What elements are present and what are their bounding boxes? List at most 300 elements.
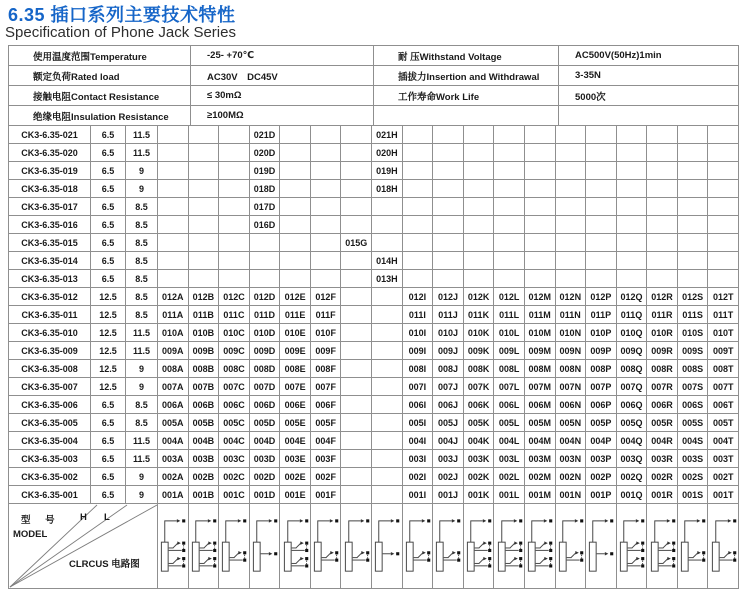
code-cell: [311, 162, 342, 180]
code-cell: 007A: [158, 378, 189, 396]
code-cell: [525, 252, 556, 270]
code-cell: [525, 234, 556, 252]
circuit-diagram-e-icon: [280, 504, 311, 589]
code-cell: [403, 144, 434, 162]
spec-table: [9, 46, 739, 126]
code-cell: 002D: [250, 468, 281, 486]
code-cell: [341, 252, 372, 270]
code-cell: 007Q: [617, 378, 648, 396]
code-cell: [617, 270, 648, 288]
code-cell: 010I: [403, 324, 434, 342]
code-cell: 008J: [433, 360, 464, 378]
dimension-h-cell: 6.5: [91, 234, 126, 252]
dimension-h-cell: 12.5: [91, 324, 126, 342]
code-cell: 015G: [341, 234, 372, 252]
table-row: [9, 198, 739, 216]
dimension-l-cell: 9: [126, 360, 158, 378]
code-cell: [372, 306, 403, 324]
code-cell: 007E: [280, 378, 311, 396]
code-cell: [280, 180, 311, 198]
table-row: [9, 342, 739, 360]
code-cell: [372, 360, 403, 378]
circuit-diagram-n-icon: [556, 504, 587, 589]
code-cell: [586, 180, 617, 198]
code-cell: 006T: [708, 396, 739, 414]
code-cell: [311, 126, 342, 144]
code-cell: [158, 270, 189, 288]
code-cell: 004C: [219, 432, 250, 450]
code-cell: [708, 162, 739, 180]
code-cell: [158, 234, 189, 252]
dimension-h-cell: 6.5: [91, 486, 126, 504]
code-cell: [525, 144, 556, 162]
code-cell: 011E: [280, 306, 311, 324]
code-cell: [678, 234, 709, 252]
dimension-l-cell: 9: [126, 162, 158, 180]
code-cell: 001S: [678, 486, 709, 504]
code-cell: 011I: [403, 306, 434, 324]
spec-rated-load-value: AC30V DC45V: [191, 66, 374, 86]
code-cell: [433, 180, 464, 198]
code-cell: 001I: [403, 486, 434, 504]
code-cell: [464, 162, 495, 180]
model-cell: CK3-6.35-015: [9, 234, 91, 252]
code-cell: 001R: [647, 486, 678, 504]
model-cell: CK3-6.35-020: [9, 144, 91, 162]
model-cell: CK3-6.35-012: [9, 288, 91, 306]
code-cell: 001N: [556, 486, 587, 504]
code-cell: 001D: [250, 486, 281, 504]
dimension-l-cell: 8.5: [126, 306, 158, 324]
code-cell: [556, 180, 587, 198]
code-cell: [280, 126, 311, 144]
code-cell: 007L: [494, 378, 525, 396]
code-cell: 007C: [219, 378, 250, 396]
table-row: [9, 360, 739, 378]
model-cell: CK3-6.35-004: [9, 432, 91, 450]
code-cell: 009D: [250, 342, 281, 360]
code-cell: 009E: [280, 342, 311, 360]
table-row: [9, 216, 739, 234]
code-cell: 010P: [586, 324, 617, 342]
dimension-l-cell: 8.5: [126, 396, 158, 414]
code-cell: [617, 198, 648, 216]
code-cell: 009A: [158, 342, 189, 360]
code-cell: 009Q: [617, 342, 648, 360]
code-cell: 011J: [433, 306, 464, 324]
code-cell: [341, 198, 372, 216]
circuit-diagram-label: CLRCUS 电路图: [69, 559, 140, 570]
code-cell: [617, 162, 648, 180]
code-cell: [341, 414, 372, 432]
code-cell: 001M: [525, 486, 556, 504]
code-cell: [189, 126, 220, 144]
dimension-l-cell: 11.5: [126, 144, 158, 162]
code-cell: 011D: [250, 306, 281, 324]
code-cell: 012J: [433, 288, 464, 306]
code-cell: [525, 162, 556, 180]
code-cell: 008D: [250, 360, 281, 378]
code-cell: [341, 396, 372, 414]
code-cell: [647, 144, 678, 162]
code-cell: [464, 216, 495, 234]
circuit-row: [9, 504, 739, 589]
code-cell: [311, 216, 342, 234]
code-cell: 003F: [311, 450, 342, 468]
code-cell: [586, 162, 617, 180]
code-cell: 006L: [494, 396, 525, 414]
code-cell: 009I: [403, 342, 434, 360]
spec-insertion-withdrawal-value: 3-35N: [559, 66, 739, 86]
code-cell: [372, 468, 403, 486]
code-cell: [678, 180, 709, 198]
code-cell: [311, 252, 342, 270]
circuit-diagram-g-icon: [341, 504, 372, 589]
circuit-diagram-i-icon: [403, 504, 434, 589]
model-cell: CK3-6.35-008: [9, 360, 91, 378]
code-cell: [372, 414, 403, 432]
code-cell: 006B: [189, 396, 220, 414]
spec-insertion-withdrawal-label: 插拔力Insertion and Withdrawal: [374, 66, 559, 86]
dimension-h-cell: 6.5: [91, 396, 126, 414]
table-row: [9, 324, 739, 342]
code-cell: 012Q: [617, 288, 648, 306]
code-cell: 007K: [464, 378, 495, 396]
code-cell: 002M: [525, 468, 556, 486]
code-cell: 002L: [494, 468, 525, 486]
circuit-diagram-c-icon: [219, 504, 250, 589]
code-cell: 011M: [525, 306, 556, 324]
code-cell: [586, 216, 617, 234]
code-cell: 004L: [494, 432, 525, 450]
code-cell: [678, 252, 709, 270]
table-row: [9, 252, 739, 270]
code-cell: 017D: [250, 198, 281, 216]
code-cell: 006A: [158, 396, 189, 414]
code-cell: [250, 270, 281, 288]
table-row: [9, 180, 739, 198]
code-cell: 018D: [250, 180, 281, 198]
code-cell: 003I: [403, 450, 434, 468]
code-cell: [311, 180, 342, 198]
matrix-body: [9, 126, 739, 504]
code-cell: 010Q: [617, 324, 648, 342]
code-cell: 011P: [586, 306, 617, 324]
spec-rated-load-label: 额定负荷Rated load: [9, 66, 191, 86]
code-cell: 011T: [708, 306, 739, 324]
code-cell: [525, 198, 556, 216]
code-cell: [372, 450, 403, 468]
code-cell: 010C: [219, 324, 250, 342]
code-cell: 010R: [647, 324, 678, 342]
code-cell: [341, 324, 372, 342]
code-cell: 001Q: [617, 486, 648, 504]
code-cell: 009B: [189, 342, 220, 360]
code-cell: 010F: [311, 324, 342, 342]
code-cell: [433, 144, 464, 162]
code-cell: [494, 180, 525, 198]
code-cell: 009R: [647, 342, 678, 360]
code-cell: 012K: [464, 288, 495, 306]
code-cell: [433, 270, 464, 288]
code-cell: [525, 270, 556, 288]
code-cell: [219, 270, 250, 288]
code-cell: 001F: [311, 486, 342, 504]
code-cell: 008A: [158, 360, 189, 378]
code-cell: [617, 234, 648, 252]
code-cell: [464, 234, 495, 252]
code-cell: [189, 180, 220, 198]
code-cell: 004F: [311, 432, 342, 450]
code-cell: [678, 144, 709, 162]
circuit-diagram-j-icon: [433, 504, 464, 589]
code-cell: [280, 162, 311, 180]
code-cell: [403, 270, 434, 288]
dimension-h-cell: 6.5: [91, 270, 126, 288]
code-cell: [678, 270, 709, 288]
code-cell: 009J: [433, 342, 464, 360]
code-cell: [372, 396, 403, 414]
code-cell: 012M: [525, 288, 556, 306]
code-cell: 019D: [250, 162, 281, 180]
circuit-diagram-s-icon: [678, 504, 709, 589]
code-cell: [158, 180, 189, 198]
code-cell: 012N: [556, 288, 587, 306]
model-cell: CK3-6.35-003: [9, 450, 91, 468]
code-cell: [219, 234, 250, 252]
code-cell: [250, 252, 281, 270]
code-cell: 009C: [219, 342, 250, 360]
code-cell: 002B: [189, 468, 220, 486]
code-cell: [219, 162, 250, 180]
spec-work-life-value: 5000次: [559, 86, 739, 106]
model-cell: CK3-6.35-019: [9, 162, 91, 180]
code-cell: 006R: [647, 396, 678, 414]
spec-withstand-voltage-value: AC500V(50Hz)1min: [559, 46, 739, 66]
dimension-l-cell: 8.5: [126, 414, 158, 432]
dimension-l-cell: 9: [126, 486, 158, 504]
code-cell: [280, 252, 311, 270]
code-cell: [647, 180, 678, 198]
dimension-h-cell: 6.5: [91, 216, 126, 234]
code-cell: 006N: [556, 396, 587, 414]
code-cell: [158, 252, 189, 270]
spec-insulation-resistance-value: ≥100MΩ: [191, 106, 374, 126]
code-cell: [403, 252, 434, 270]
spec-contact-resistance-label: 接触电阻Contact Resistance: [9, 86, 191, 106]
code-cell: 001A: [158, 486, 189, 504]
code-cell: 012I: [403, 288, 434, 306]
code-cell: 007M: [525, 378, 556, 396]
model-label-en: MODEL: [13, 529, 48, 540]
code-cell: 004E: [280, 432, 311, 450]
code-cell: 003L: [494, 450, 525, 468]
code-cell: [494, 198, 525, 216]
code-cell: 011F: [311, 306, 342, 324]
code-cell: 006E: [280, 396, 311, 414]
code-cell: [494, 252, 525, 270]
code-cell: 007J: [433, 378, 464, 396]
table-row: [9, 450, 739, 468]
code-cell: 001J: [433, 486, 464, 504]
code-cell: 004S: [678, 432, 709, 450]
code-cell: 008N: [556, 360, 587, 378]
code-cell: [280, 198, 311, 216]
code-cell: 011L: [494, 306, 525, 324]
code-cell: 009T: [708, 342, 739, 360]
code-cell: 009N: [556, 342, 587, 360]
code-cell: [403, 180, 434, 198]
code-cell: [341, 342, 372, 360]
code-cell: [311, 270, 342, 288]
code-cell: [372, 378, 403, 396]
dimension-h-cell: 6.5: [91, 126, 126, 144]
code-cell: 010E: [280, 324, 311, 342]
code-cell: 006F: [311, 396, 342, 414]
code-cell: [341, 180, 372, 198]
code-cell: 008C: [219, 360, 250, 378]
code-cell: 009S: [678, 342, 709, 360]
code-cell: 002T: [708, 468, 739, 486]
code-cell: [341, 216, 372, 234]
code-cell: [219, 180, 250, 198]
code-cell: 012A: [158, 288, 189, 306]
code-cell: 007P: [586, 378, 617, 396]
code-cell: 002R: [647, 468, 678, 486]
code-cell: [341, 468, 372, 486]
code-cell: 010N: [556, 324, 587, 342]
code-cell: 007T: [708, 378, 739, 396]
code-cell: [464, 252, 495, 270]
code-cell: 003E: [280, 450, 311, 468]
code-cell: 005M: [525, 414, 556, 432]
code-cell: [372, 288, 403, 306]
code-cell: 011B: [189, 306, 220, 324]
code-cell: 005B: [189, 414, 220, 432]
spec-empty-label: [374, 106, 559, 126]
dimension-l-cell: 9: [126, 468, 158, 486]
circuit-diagram-p-icon: [586, 504, 617, 589]
code-cell: [678, 162, 709, 180]
code-cell: [403, 234, 434, 252]
code-cell: [433, 162, 464, 180]
code-cell: 005K: [464, 414, 495, 432]
code-cell: 011C: [219, 306, 250, 324]
code-cell: 005N: [556, 414, 587, 432]
code-cell: [341, 450, 372, 468]
code-cell: 003R: [647, 450, 678, 468]
circuit-diagram-a-icon: [158, 504, 189, 589]
code-cell: [219, 144, 250, 162]
code-cell: [708, 252, 739, 270]
dimension-h-cell: 6.5: [91, 198, 126, 216]
code-cell: 002C: [219, 468, 250, 486]
code-cell: [647, 198, 678, 216]
code-cell: 010T: [708, 324, 739, 342]
dimension-h-cell: 6.5: [91, 162, 126, 180]
code-cell: 008F: [311, 360, 342, 378]
code-cell: [525, 126, 556, 144]
code-cell: [158, 198, 189, 216]
table-row: [9, 486, 739, 504]
code-cell: 009M: [525, 342, 556, 360]
code-cell: [586, 144, 617, 162]
code-cell: 005E: [280, 414, 311, 432]
code-cell: 002A: [158, 468, 189, 486]
code-cell: 003A: [158, 450, 189, 468]
code-cell: 012D: [250, 288, 281, 306]
code-cell: 004B: [189, 432, 220, 450]
code-cell: 004M: [525, 432, 556, 450]
code-cell: 006K: [464, 396, 495, 414]
code-cell: [647, 252, 678, 270]
circuit-diagram-r-icon: [647, 504, 678, 589]
code-cell: [708, 126, 739, 144]
code-cell: [617, 216, 648, 234]
table-row: [9, 378, 739, 396]
spec-temperature-label: 使用温度范围Temperature: [9, 46, 191, 66]
dimension-h-cell: 12.5: [91, 360, 126, 378]
code-cell: [372, 216, 403, 234]
dimension-l-cell: 11.5: [126, 450, 158, 468]
code-cell: 004I: [403, 432, 434, 450]
code-cell: [556, 198, 587, 216]
dimension-l-cell: 9: [126, 180, 158, 198]
dimension-h-cell: 12.5: [91, 378, 126, 396]
code-cell: [464, 144, 495, 162]
code-cell: 016D: [250, 216, 281, 234]
dimension-h-cell: 12.5: [91, 288, 126, 306]
circuit-diagram-q-icon: [617, 504, 648, 589]
code-cell: [189, 144, 220, 162]
l-column-label: L: [104, 512, 110, 523]
code-cell: 005Q: [617, 414, 648, 432]
code-cell: 010B: [189, 324, 220, 342]
dimension-h-cell: 12.5: [91, 342, 126, 360]
code-cell: 003S: [678, 450, 709, 468]
code-cell: 004P: [586, 432, 617, 450]
code-cell: 006D: [250, 396, 281, 414]
code-cell: [158, 162, 189, 180]
code-cell: 003P: [586, 450, 617, 468]
code-cell: 006S: [678, 396, 709, 414]
circuit-diagram-k-icon: [464, 504, 495, 589]
code-cell: [708, 216, 739, 234]
code-cell: 007F: [311, 378, 342, 396]
code-cell: [189, 270, 220, 288]
code-cell: [647, 216, 678, 234]
code-cell: [189, 216, 220, 234]
model-cell: CK3-6.35-018: [9, 180, 91, 198]
code-cell: [586, 270, 617, 288]
code-cell: 002E: [280, 468, 311, 486]
code-cell: [403, 162, 434, 180]
code-cell: [341, 432, 372, 450]
code-cell: [586, 198, 617, 216]
code-cell: [433, 252, 464, 270]
table-row: [9, 306, 739, 324]
code-cell: [372, 234, 403, 252]
code-cell: [647, 126, 678, 144]
code-cell: [189, 162, 220, 180]
code-cell: [341, 144, 372, 162]
code-cell: 004K: [464, 432, 495, 450]
code-cell: [708, 198, 739, 216]
dimension-l-cell: 8.5: [126, 198, 158, 216]
circuit-diagram-t-icon: [708, 504, 739, 589]
code-cell: 006C: [219, 396, 250, 414]
code-cell: [708, 144, 739, 162]
